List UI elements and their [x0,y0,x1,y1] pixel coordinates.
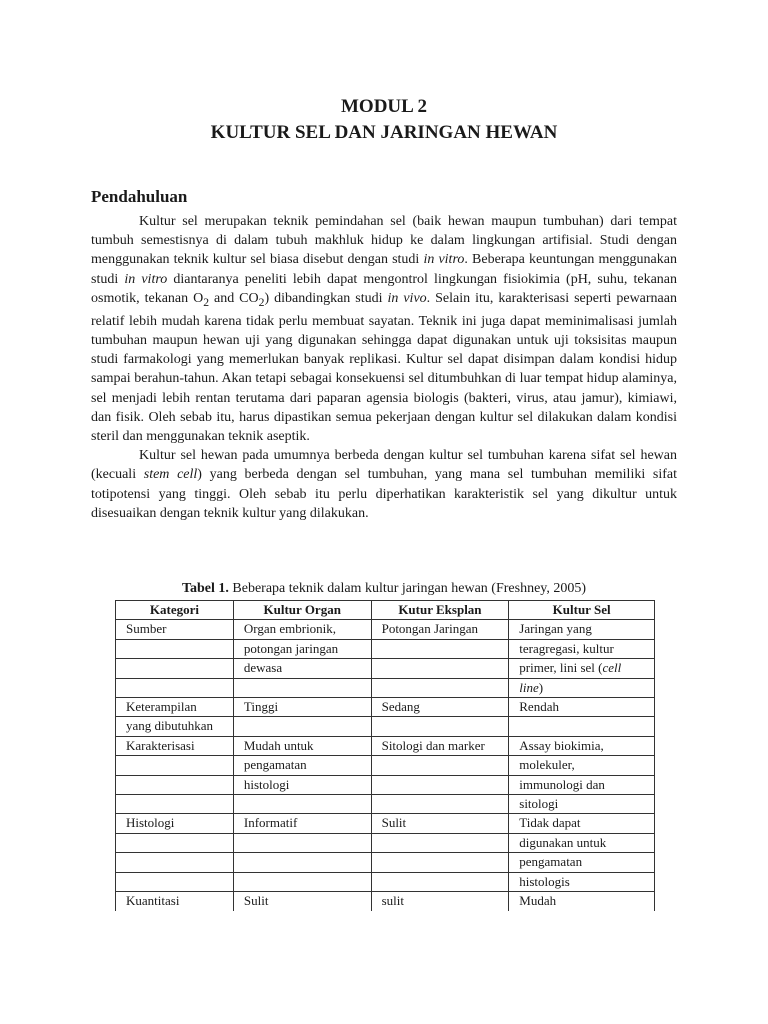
subscript: 2 [203,295,210,309]
text-run: digunakan untuk [519,834,607,850]
table-cell [233,756,371,775]
italic-term: stem cell [143,467,198,483]
text-run: Tidak dapat [519,815,581,831]
table-row [116,717,655,736]
italic-term: cell [602,660,622,676]
text-run: Kultur sel merupakan teknik pemindahan sel (baik hewan maupun tumbuhan) dari tempat tumbuh semestisnya di dalam tubuh makhluk hidup ke dalam lingkungan artifisial. Studi dengan menggunakan teknik kultur sel biasa disebut dengan studi [91,214,677,268]
table-cell [371,775,509,794]
table-cell [116,620,234,639]
text-run: immunologi dan [519,776,605,792]
table-cell [371,853,509,872]
text-run: Kuantitasi [126,893,180,909]
table-cell [509,620,655,639]
text-run: Potongan Jaringan [381,621,478,637]
column-header: Kultur Sel [509,601,655,620]
table-cell [233,736,371,755]
table-cell [371,620,509,639]
table-cell [233,892,371,911]
table-cell [371,659,509,678]
table-cell [509,814,655,833]
text-run: Sulit [381,815,407,831]
table-cell [371,736,509,755]
text-run: Sedang [381,699,420,715]
text-run: histologi [243,776,290,792]
table-cell [509,853,655,872]
text-run: . Selain itu, karakterisasi seperti pewarnaan relatif lebih mudah karena tidak perlu membuat sayatan. Teknik ini juga dapat meminimalisasi jumlah tumbuhan maupun hewan uji yang digunakan sehingga dapat digunakan untuk uji toksisitas maupun studi farmakologi yang memerlukan banyak replikasi. Kultur sel dapat disimpan dalam kondisi hidup sampai berahun-tahun. Akan tetapi sebagai konsekuensi sel ditumbuhkan di luar tempat hidup alaminya, sel menjadi lebih rentan terutama dari paparan agensia biologis (bakteri, virus, atau jamur), kimiawi, dan fisik. Oleh sebab itu, harus dipastikan semua pekerjaan dengan kultur sel dilakukan dalam kondisi steril dan menggunakan teknik aseptik. [91,290,677,445]
table-cell [116,775,234,794]
table-cell [233,620,371,639]
text-run: . Beberapa keuntungan menggunakan studi [91,252,677,287]
italic-term: in vitro [423,252,465,268]
table-row [116,678,655,697]
table-cell [233,659,371,678]
text-run: sulit [381,893,404,909]
subscript: 2 [258,295,265,309]
text-run: Organ embrionik, [243,621,337,637]
table-cell [371,872,509,891]
table-cell [116,639,234,658]
paragraph [91,446,677,523]
table-row [116,756,655,775]
table-cell [371,756,509,775]
techniques-table [115,600,655,911]
italic-term: in vitro [124,271,168,287]
table-cell [116,795,234,814]
text-run: Informatif [243,815,298,831]
table-cell [509,795,655,814]
table-row [116,659,655,678]
text-run: and CO [209,290,259,306]
text-run: molekuler, [519,757,575,773]
column-header: Kutur Eksplan [371,601,509,620]
table-row [116,892,655,911]
module-number-title: MODUL 2 [340,96,428,117]
table-cell [116,659,234,678]
text-run: Rendah [519,699,559,715]
module-title: KULTUR SEL DAN JARINGAN HEWAN [210,122,558,143]
table-cell [509,736,655,755]
table-row [116,639,655,658]
text-run: Sitologi dan marker [381,737,485,753]
table-cell [371,639,509,658]
text-run: Assay biokimia, [519,737,604,753]
table-cell [233,678,371,697]
table-row [116,795,655,814]
table-cell [509,659,655,678]
table-cell [233,775,371,794]
text-run: Histologi [126,815,175,831]
table-header-row [116,601,655,620]
text-run: Sulit [243,893,269,909]
table-cell [116,892,234,911]
table-cell [116,814,234,833]
table-cell [233,795,371,814]
table-cell [371,678,509,697]
table-caption-text: Beberapa teknik dalam kultur jaringan hewan (Freshney, 2005) [228,581,587,596]
table-cell [116,736,234,755]
table-row [116,620,655,639]
section-heading: Pendahuluan [91,187,188,206]
table-cell [371,814,509,833]
text-run: ) dibandingkan studi [264,290,388,306]
text-run: Jaringan yang [519,621,592,637]
text-run: Mudah untuk [243,737,314,753]
text-run: Kultur sel hewan pada umumnya berbeda dengan kultur sel tumbuhan karena sifat sel hewan (kecuali [91,448,677,483]
table-cell [116,833,234,852]
table-cell [116,756,234,775]
table-cell [371,698,509,717]
table-row [116,853,655,872]
table-cell [509,775,655,794]
table-cell [371,833,509,852]
text-run: dewasa [243,660,283,676]
table-row [116,833,655,852]
table-cell [233,853,371,872]
table-row [116,698,655,717]
text-run: primer, lini sel ( [519,660,603,676]
table-row [116,814,655,833]
table-row [116,736,655,755]
text-run: potongan jaringan [243,640,339,656]
text-run: Sumber [126,621,167,637]
table-cell [233,717,371,736]
table-row [116,775,655,794]
table-cell [509,678,655,697]
text-run: histologis [519,873,570,889]
table-cell [116,717,234,736]
table-cell [509,892,655,911]
table-cell [371,795,509,814]
text-run: teragregasi, kultur [519,640,614,656]
table-cell [116,853,234,872]
table-caption [0,581,768,597]
table-cell [233,639,371,658]
text-run: ) [538,679,544,695]
table-cell [509,717,655,736]
table-cell [371,892,509,911]
body-text [91,212,677,523]
table-cell [509,756,655,775]
table-cell [233,698,371,717]
table-cell [509,833,655,852]
text-run: Keterampilan [126,699,197,715]
text-run: pengamatan [519,854,583,870]
column-header: Kultur Organ [233,601,371,620]
table-cell [233,872,371,891]
table-cell [116,872,234,891]
text-run: ) yang berbeda dengan sel tumbuhan, yang mana sel tumbuhan memiliki sifat totipotensi yang tinggi. Oleh sebab itu perlu diperhatikan karakteristik sel yang dikultur untuk disesuaikan dengan teknik kultur yang dilakukan. [91,467,677,521]
text-run: Tinggi [243,699,279,715]
italic-term: line [519,679,539,695]
table-cell [371,717,509,736]
table-cell [509,639,655,658]
table-cell [509,872,655,891]
table-row [116,872,655,891]
table-cell [509,698,655,717]
text-run: Karakterisasi [126,737,195,753]
table-cell [116,678,234,697]
text-run: yang dibutuhkan [126,718,214,734]
text-run: Mudah [519,893,557,909]
column-header: Kategori [116,601,234,620]
text-run: pengamatan [243,757,307,773]
text-run: sitologi [519,796,559,812]
paragraph [91,212,677,446]
table-cell [233,833,371,852]
text-run: diantaranya peneliti lebih dapat mengontrol lingkungan fisiokimia (pH, suhu, tekanan osmotik, tekanan O [91,271,678,306]
italic-term: in vivo [387,290,427,306]
table-cell [233,814,371,833]
table-cell [116,698,234,717]
table-caption-label: Tabel 1. [181,581,229,596]
